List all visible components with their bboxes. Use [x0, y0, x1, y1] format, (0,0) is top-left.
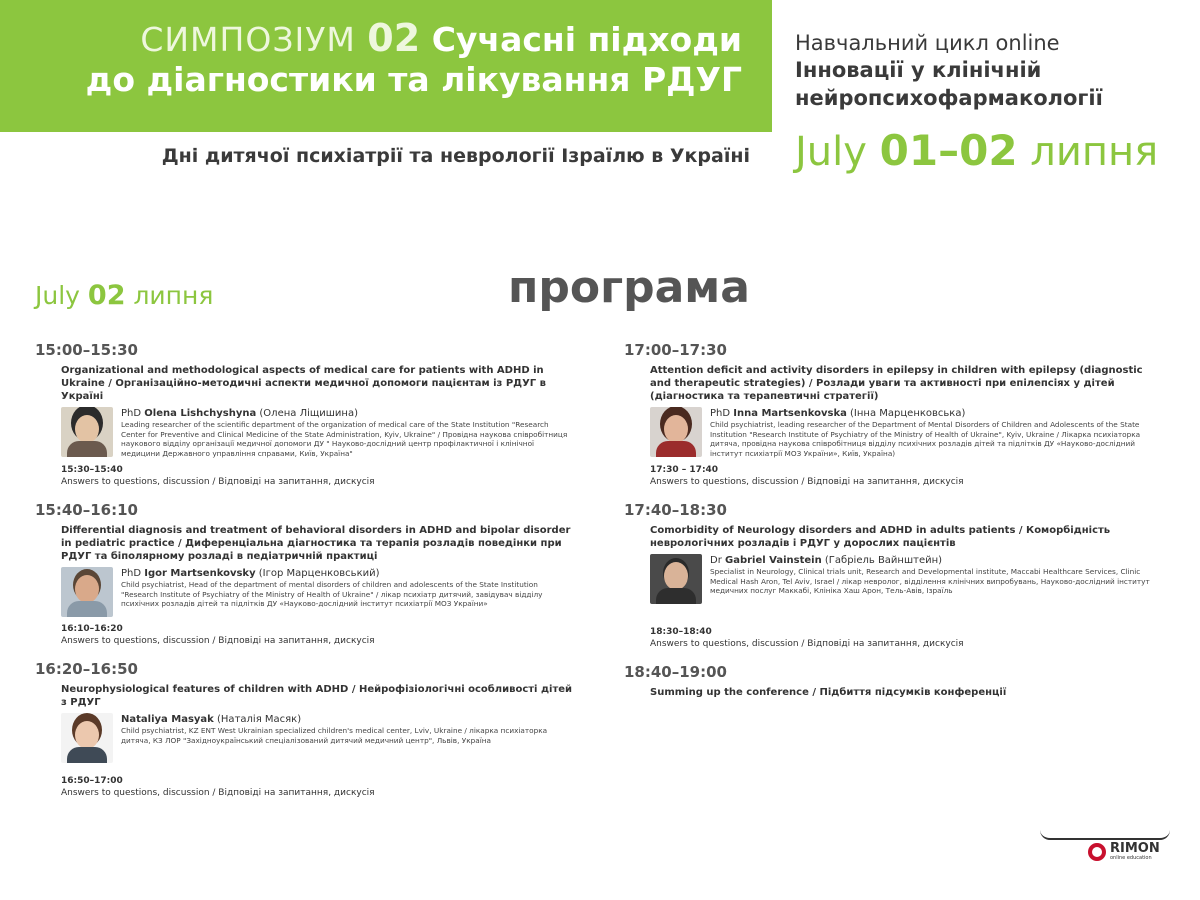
schedule-slot [35, 340, 575, 488]
speaker-name-line [710, 407, 1164, 420]
speaker-name-line [710, 554, 1164, 567]
slot-time: 18:40–19:00 [624, 663, 727, 681]
rimon-logo [1088, 842, 1160, 862]
speaker [650, 407, 1164, 458]
symposium-number: 02 [367, 16, 421, 60]
date-num: 01–02 [879, 126, 1018, 175]
speaker-photo [61, 713, 113, 763]
training-cycle [795, 30, 1195, 175]
speaker-name-ua: (Ігор Марценковський) [258, 568, 380, 579]
speaker-name-ua: (Наталія Масяк) [217, 714, 302, 725]
speaker [61, 407, 575, 458]
speaker-name: Olena Lishchyshyna [144, 408, 257, 419]
talk-title: Neurophysiological features of children with ADHD / Нейрофізіологічні особливості дітей з РДУГ [61, 684, 573, 708]
speaker-name-ua: (Габріель Вайнштейн) [824, 555, 943, 566]
day-ua: липня [133, 281, 214, 310]
speaker-photo [650, 554, 702, 604]
speaker-prefix: PhD [121, 408, 142, 419]
event-dates [795, 128, 1195, 175]
date-en: July [795, 129, 867, 175]
logo-ring-icon [1088, 843, 1106, 861]
speaker [61, 713, 575, 763]
speaker-description: Child psychiatrist, leading researcher of the Department of Mental Disorders of Children and Adolescents of the State Institution "Research Institute of Psychiatry of the Ministry of Health of Ukraine", Kyiv, Ukraine / Лікарка психіаторка дитяча, провідна наукова співробітниця відділу психічних розладів дітей та підлітків ДУ «Науково-дослідний інститут психіатрії МОЗ України», Київ, Україна) [710, 420, 1141, 458]
talk-title: Summing up the conference / Підбиття підсумків конференції [650, 687, 1007, 698]
speaker-prefix: Dr [710, 555, 722, 566]
schedule-slot [624, 662, 1164, 699]
qa-time: 18:30–18:40 [650, 627, 712, 637]
cycle-line1: Навчальний цикл online [795, 31, 1060, 55]
speaker [61, 567, 575, 617]
speaker-description: Leading researcher of the scientific department of the organization of medical care of the State Institution "Research Center for Preventive and Clinical Medicine of the State Administration, Kyiv, Ukraine" / Провідна наукова співробітниця наукового відділу організації медичної допомоги ДУ " Науково-дослідний центр профілактичної і клінічної медицини Державного управління справами, Київ, Україна" [121, 420, 568, 458]
symposium-title-line1 [20, 18, 742, 60]
program-day [35, 280, 213, 311]
speaker-prefix: PhD [710, 408, 731, 419]
program-title: програма [508, 262, 750, 313]
slot-time: 17:00–17:30 [624, 341, 727, 359]
speaker-name-line [121, 407, 575, 420]
logo-tagline: online education [1110, 855, 1152, 861]
qa-text: Answers to questions, discussion / Відповіді на запитання, дискусія [650, 639, 964, 649]
date-ua: липня [1030, 129, 1159, 175]
talk-title: Attention deficit and activity disorders in epilepsy in children with epilepsy (diagnostic and therapeutic strategies) / Розлади уваги та активності при епілепсіях у дітей (діагностика та терапевтичні стратегії) [650, 365, 1143, 402]
schedule-right-column [624, 340, 1164, 711]
speaker-name: Igor Martsenkovsky [144, 568, 256, 579]
speaker [650, 554, 1164, 604]
schedule-slot [624, 340, 1164, 488]
schedule-slot [35, 659, 575, 799]
slot-time: 15:40–16:10 [35, 501, 138, 519]
cycle-line3: нейропсихофармакології [795, 86, 1103, 110]
slot-time: 16:20–16:50 [35, 660, 138, 678]
logo-arc [1040, 830, 1170, 840]
logo-name: RIMON [1110, 841, 1160, 856]
qa-time: 15:30–15:40 [61, 465, 123, 475]
slot-time: 17:40–18:30 [624, 501, 727, 519]
speaker-name-line [121, 567, 575, 580]
speaker-name: Nataliya Masyak [121, 714, 214, 725]
speaker-name-ua: (Інна Марценковська) [850, 408, 966, 419]
cycle-line2: Інновації у клінічній [795, 58, 1042, 82]
qa-time: 16:10–16:20 [61, 624, 123, 634]
qa-text: Answers to questions, discussion / Відповіді на запитання, дискусія [61, 477, 375, 487]
speaker-photo [61, 407, 113, 457]
event-subtitle: Дні дитячої психіатрії та неврології Ізраїлю в Україні [161, 145, 750, 167]
schedule-slot [624, 500, 1164, 650]
day-num: 02 [87, 280, 126, 311]
talk-title: Differential diagnosis and treatment of behavioral disorders in ADHD and bipolar disorder in pediatric practice / Диференціальна діагностика та терапія розладів поведінки при РДУГ та біполярному розладі в педіатричній практиці [61, 525, 571, 562]
speaker-name: Inna Martsenkovska [733, 408, 847, 419]
qa-time: 16:50–17:00 [61, 776, 123, 786]
qa-time: 17:30 – 17:40 [650, 465, 719, 475]
schedule-slot [35, 500, 575, 647]
speaker-description: Child psychiatrist, Head of the department of mental disorders of children and adolescents of the State Institution "Research Institute of Psychiatry of the Ministry of Health of Ukraine" / лікар психіатр дитячий, завідувач відділу психічних розладів дітей та підлітків ДУ «Науково-дослідний інститут психіатрії МОЗ України» [121, 580, 543, 608]
speaker-description: Specialist in Neurology, Clinical trials unit, Research and Developmental institute, Maccabi Healthcare Services, Clinic Medical Hash Aron, Tel Aviv, Israel / лікар невролог, відділення клінічних випробувань, Науково-дослідний інститут медичних послуг Маккабі, Клініка Хаш Арон, Тель-Авів, Ізраїль [710, 567, 1150, 595]
speaker-description: Child psychiatrist, KZ ENT West Ukrainian specialized children's medical center, Lviv, Ukraine / лікарка психіаторка дитяча, КЗ ЛОР "Західноукраїнський спеціалізований дитячий медичний центр", Львів, Україна [121, 726, 548, 745]
speaker-name: Gabriel Vainstein [725, 555, 822, 566]
talk-title: Comorbidity of Neurology disorders and ADHD in adults patients / Коморбідність неврологічних розладів і РДУГ у дорослих пацієнтів [650, 525, 1111, 549]
symposium-title-part2: до діагностики та лікування РДУГ [85, 60, 742, 99]
symposium-title-part1: Сучасні підходи [431, 20, 742, 59]
speaker-photo [61, 567, 113, 617]
speaker-prefix: PhD [121, 568, 142, 579]
slot-time: 15:00–15:30 [35, 341, 138, 359]
qa-text: Answers to questions, discussion / Відповіді на запитання, дискусія [61, 788, 375, 798]
header-banner [0, 0, 772, 132]
day-en: July [35, 281, 80, 310]
symposium-word: СИМПОЗІУМ [140, 20, 356, 59]
speaker-name-ua: (Олена Ліщишина) [259, 408, 358, 419]
speaker-photo [650, 407, 702, 457]
schedule-left-column [35, 340, 575, 811]
qa-text: Answers to questions, discussion / Відповіді на запитання, дискусія [61, 636, 375, 646]
talk-title: Organizational and methodological aspects of medical care for patients with ADHD in Ukraine / Організаційно-методичні аспекти медичної допомоги пацієнтам із РДУГ в Україні [61, 365, 546, 402]
qa-text: Answers to questions, discussion / Відповіді на запитання, дискусія [650, 477, 964, 487]
speaker-name-line [121, 713, 575, 726]
